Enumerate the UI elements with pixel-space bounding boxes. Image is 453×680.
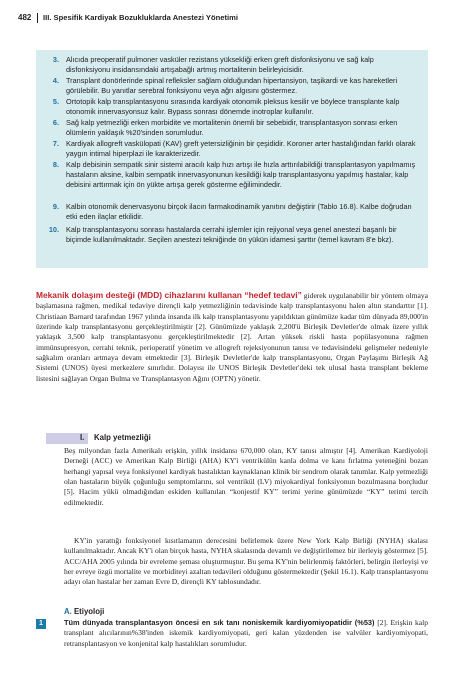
list-item-number: 6. bbox=[52, 118, 59, 127]
mdd-paragraph bbox=[36, 290, 428, 384]
list-item-number: 3. bbox=[52, 55, 59, 64]
list-item-number: 9. bbox=[52, 202, 59, 211]
list-item-text: Kalbin otonomik denervasyonu birçok ilacın farmakodinamik yanıtını değiştirir (Tablo 16.8). Kalbe doğrudan etki eden ilaçlar etkilidir. bbox=[66, 202, 412, 222]
body-paragraph bbox=[64, 536, 428, 588]
paragraph-text bbox=[64, 618, 428, 649]
paragraph-rest: [2]. Erişkin kalp transplant alıcılarının%38'inden iskemik kardiyomiyopati, geri kalan yüzdenden ise valvüler kardiyomiyopati, retransplantasyon ve konjenital kalp hastalıkları sorumludur. bbox=[64, 618, 428, 648]
list-item-text: Ortotopik kalp transplantasyonu sırasında kardiyak otonomik pleksus kesilir ve böylece transplante kalp otonomik innervasyonsuz kalır. Bypass sonrası dönemde inotroplar kullanılır. bbox=[66, 97, 400, 117]
mdd-section bbox=[36, 290, 428, 384]
list-item bbox=[36, 246, 428, 268]
key-point-badge: 1 bbox=[36, 619, 46, 629]
section-heading bbox=[36, 432, 428, 446]
section-number: I. bbox=[80, 433, 85, 442]
subsection-heading bbox=[64, 607, 104, 616]
list-item-text: Kalp transplantasyonu sonrası hastalarda cerrahi işlemler için rejiyonal veya genel anestezi başarılı bir biçimde kullanılmaktadır. Seçilen anestezi tekniğinde ön yükün idamesi şarttır (temel kavram 8'e bkz). bbox=[66, 225, 397, 245]
list-item-text: Alıcıda preoperatif pulmoner vasküler rezistans yüksekliği erken greft disfonksiyonu ve sağ kalp disfonksiyonu insidansındaki artışabağlı artmış mortalitenin belirleyicisidir. bbox=[66, 55, 374, 75]
section-title: Kalp yetmezliği bbox=[94, 433, 151, 442]
list-item-number: 5. bbox=[52, 97, 59, 106]
page-number: 482 bbox=[18, 13, 32, 22]
list-item-number: 7. bbox=[52, 139, 59, 148]
list-item-text: Kalp debisinin sempatik sinir sistemi aracılı kalp hızı artışı ile hızla arttırılabildiği transplantasyon yapılmamış hastaların aksine, kalbin sempatik innervasyonunun kesildiği kalp transplantasyonu yapılmış hastalar, kalp debisini arttırmak için ön yükte artışa gerek gösterme eğilimindedir. bbox=[66, 160, 416, 190]
key-points-box bbox=[36, 50, 428, 267]
list-item-text: Kardiyak allogreft vaskülopati (KAV) greft yetersizliğinin bir çeşididir. Koroner arter hastalığından farklı olarak yaygın intimal hiperplazi ile karakterizedir. bbox=[66, 139, 416, 159]
list-item-text: Transplant donörlerinde spinal refleksler sağlam olduğundan hipertansiyon, taşikardi ve kas hareketleri görülebilir. Bu yanıtlar serebral fonksiyonu veya ağrı algısını göstermez. bbox=[66, 76, 398, 96]
body-paragraph bbox=[64, 446, 428, 508]
list-item-number: 8. bbox=[52, 160, 59, 169]
key-statement: Tüm dünyada transplantasyon öncesi en sık tanı noniskemik kardiyomiyopatidir (%53) bbox=[64, 618, 375, 627]
page-header bbox=[0, 0, 453, 28]
list-item-number: 10. bbox=[48, 225, 59, 234]
body-paragraph bbox=[64, 618, 428, 649]
header-divider bbox=[37, 13, 38, 23]
list-item-text: Sağ kalp yetmezliği erken morbidite ve mortalitenin önemli bir sebebidir, transplantasyon sonrası erken ölümlerin yaklaşık %20'sinden sorumludur. bbox=[66, 118, 398, 138]
running-title: III. Spesifik Kardiyak Bozukluklarda Anestezi Yönetimi bbox=[43, 13, 238, 22]
paragraph-text: KY'in yarattığı fonksiyonel kısıtlamanın derecesini belirlemek üzere New York Kalp Birliği (NYHA) skalası kullanılmaktadır. Ancak KY'i olan birçok hasta, NYHA skalasında devamlı ve değiştirilemez bir ilerleyiş göstermez [5]. ACC/AHA 2005 yılında bir evreleme şeması oluşturmuştur. Bu şema KY'nin belirlenmiş faktörleri, belirgin ilerleyişi ve her evreye özgü mortalite ve morbiditeyi azaltan tedavileri olduğunu göstermektedir (Şekil 16.1). Kalp transplantasyonu adayı olan hastalar her zaman Evre D, dirençli KY tablosundadır. bbox=[64, 536, 428, 587]
mdd-heading: Mekanik dolaşım desteği (MDD) cihazlarını kullanan “hedef tedavi” bbox=[36, 290, 302, 300]
list-item-number: 4. bbox=[52, 76, 59, 85]
mdd-body: giderek uygulanabilir bir yöntem olmaya başlamasına rağmen, medikal tedaviye dirençli kalp yetmezliğinin tedavisinde kalp transplantasyonu halen altın standarttır [1]. Christiaan Barnard tarafından 1967 yılında insanda ilk kalp transplantasyonu yapıldıktan günümüze kadar tüm dünyada 89,000'in üzerinde kalp transplantasyonu gerçekleştirilmiştir [2]. Günümüzde yaklaşık 2,200'ü Birleşik Devletler'de olmak üzere yıllık yaklaşık 3,500 kalp transplantasyonu gerçekleştirilmektedir [2]. Artan yüksek riskli hasta popülasyonuna rağmen immünsupresyon, cerrahi teknik, perioperatif yönetim ve allogreft rejeksiyonunun tanısı ve tedavisindeki gelişmeler nedeniyle sağkalım oranları artmaya devam etmektedir [3]. Birleşik Devletler'de kalp transplantasyonu, Organ Paylaşımı Birleşik Ağ Sistemi (UNOS) üyesi merkezlere sınırlıdır. Dolayısı ile UNOS Birleşik Devletler'deki tek ulusal hasta transplant bekleme listesini sağlayan Organ Bulma ve Transplantasyon Ağını (OPTN) yönetir. bbox=[36, 291, 428, 383]
subsection-title: Etiyoloji bbox=[73, 607, 105, 616]
subsection-letter: A. bbox=[64, 607, 72, 616]
paragraph-text: Beş milyondan fazla Amerikalı erişkin, yıllık insidansı 670,000 olan, KY tanısı almıştır [4]. Amerikan Kardiyoloji Derneği (ACC) ve Amerikan Kalp Birliği (AHA) KY'i ventrikülün kanla dolma ve kanı fırlatma yeteneğini bozan herhangi yapısal veya fonksiyonel kardiyak hastalıktan kaynaklanan klinik bir sendrom olarak tanımlar. Kalp yetmezliği olan hastaların büyük çoğunluğu semptomlarını, sol ventrikül (LV) miyokardiyal fonksiyonun bozulmasına borçludur [5]. Hacim yükü olmadığından eskiden kullanılan “konjestif KY” terimi yerine günümüzde “KY” terimi tercih edilmektedir. bbox=[64, 446, 428, 507]
